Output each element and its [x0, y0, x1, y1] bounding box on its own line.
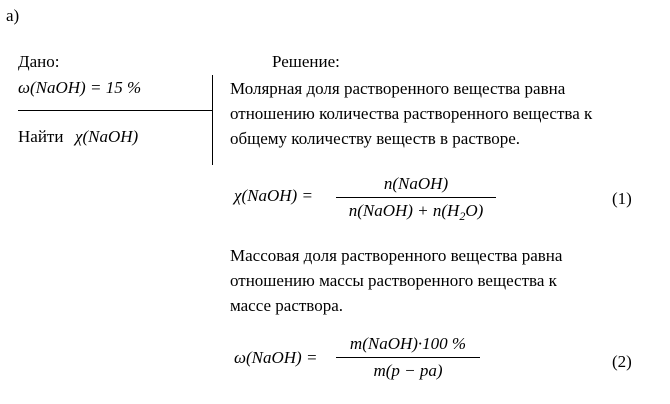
para2-line3: массе раствора.	[230, 296, 344, 315]
eq2-denominator: m(p − pa)	[373, 361, 443, 380]
given-divider	[18, 110, 212, 111]
para1-line1: Молярная доля растворенного вещества равна	[230, 79, 566, 98]
para1-line2: отношению количества растворенного вещества к	[230, 104, 593, 123]
eq1-fraction-bar	[336, 197, 496, 198]
given-header: Дано:	[18, 52, 60, 71]
find-label: Найти	[18, 127, 64, 146]
eq1-fraction	[336, 174, 496, 221]
eq2-number: (2)	[612, 352, 632, 371]
eq1-lhs: χ(NaOH) =	[234, 186, 313, 205]
given-omega-formula: ω(NaOH) = 15 %	[18, 78, 142, 97]
eq2-lhs: ω(NaOH) =	[234, 348, 318, 367]
given-vertical-divider	[212, 75, 213, 165]
eq1-numerator: n(NaOH)	[383, 174, 449, 193]
part-label: а)	[6, 6, 20, 25]
eq2-fraction-bar	[336, 357, 480, 358]
eq1-number: (1)	[612, 189, 632, 208]
para2-line2: отношению массы растворенного вещества к	[230, 271, 557, 290]
para1-line3: общему количеству веществ в растворе.	[230, 129, 521, 148]
eq2-fraction	[336, 334, 480, 381]
eq1-denominator: n(NaOH) + $n(H_2O)$	[348, 201, 484, 223]
find-formula: χ(NaOH)	[75, 127, 139, 146]
eq2-numerator: m(NaOH)·100 %	[349, 334, 467, 353]
para2-line1: Массовая доля растворенного вещества равна	[230, 246, 563, 265]
solution-header: Решение:	[272, 52, 340, 71]
